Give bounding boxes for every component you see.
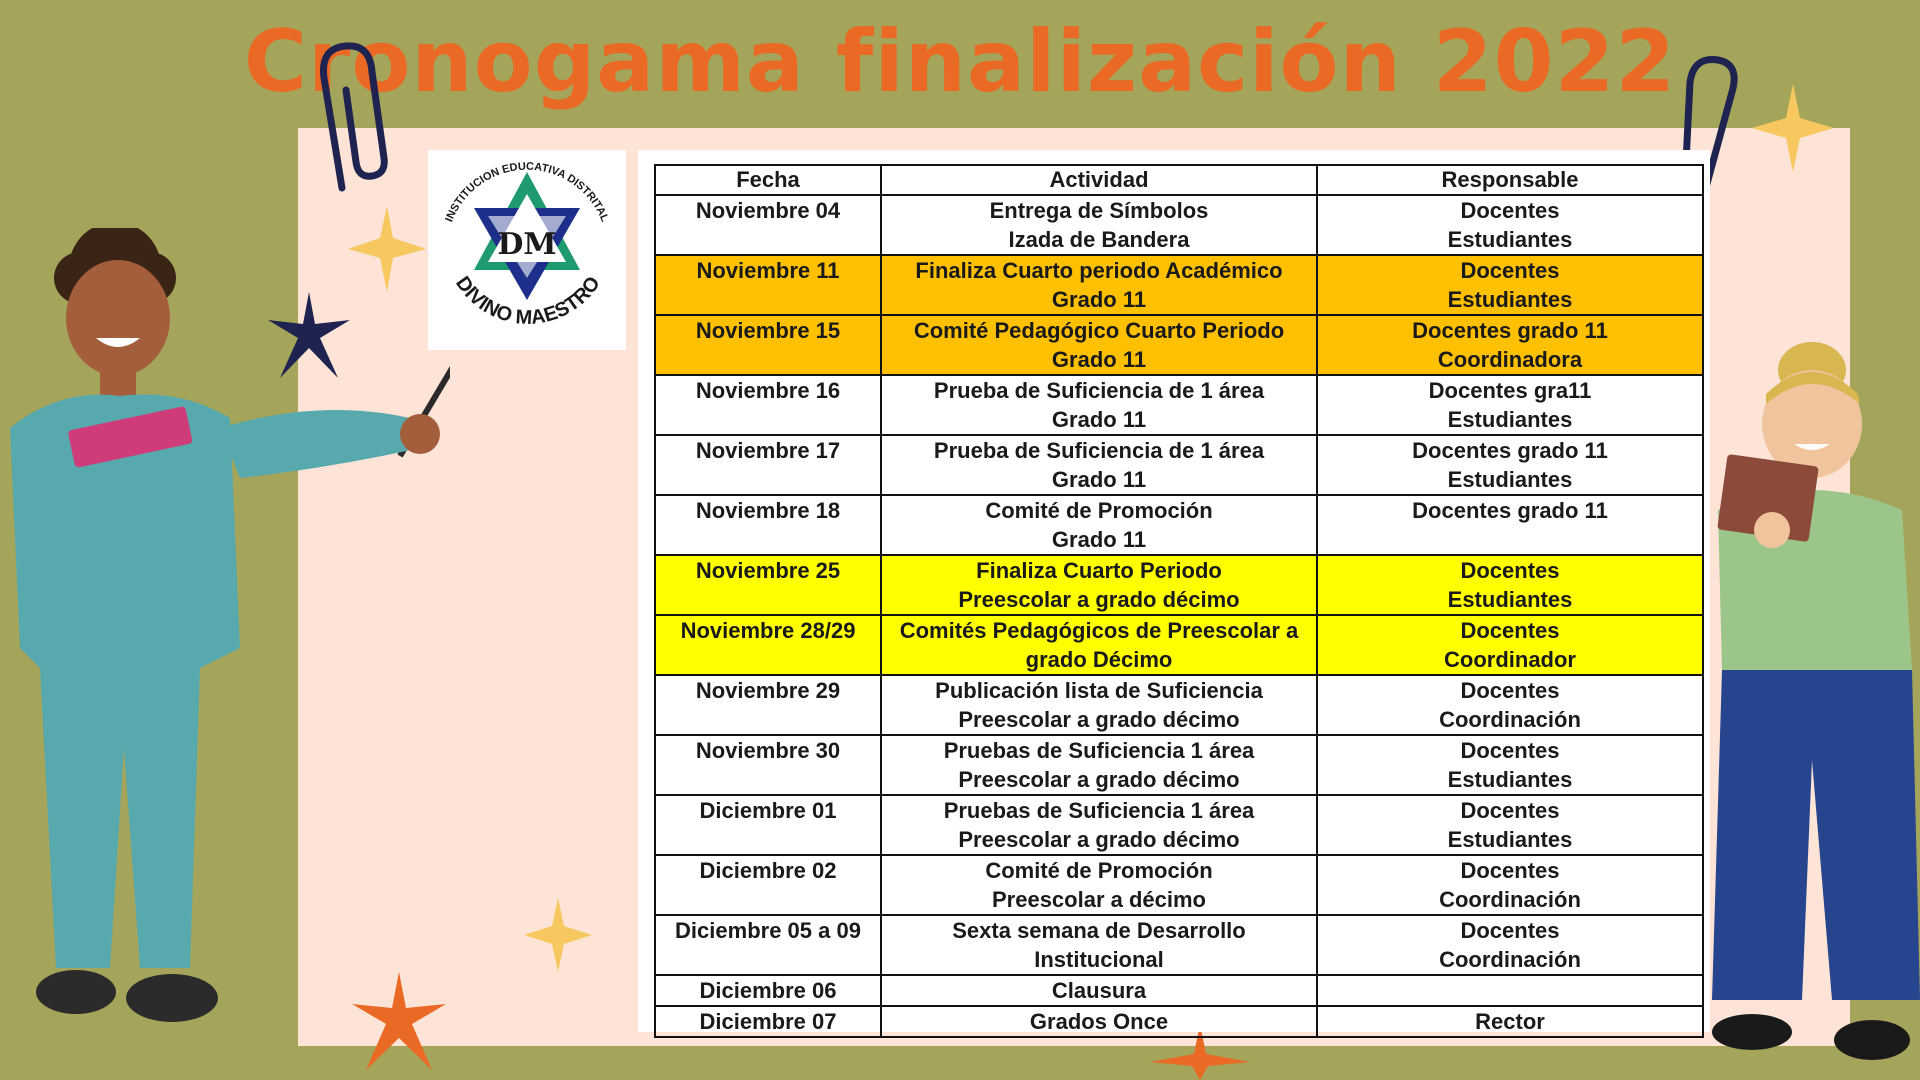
header-fecha: Fecha xyxy=(655,165,881,195)
cell-responsable: Docentes gra11 Estudiantes xyxy=(1317,375,1703,435)
cell-actividad: Finaliza Cuarto Periodo Preescolar a grado décimo xyxy=(881,555,1317,615)
table-row xyxy=(655,615,1703,675)
cell-fecha: Diciembre 05 a 09 xyxy=(655,915,881,975)
table-row xyxy=(655,915,1703,975)
table-row xyxy=(655,975,1703,1006)
table-row xyxy=(655,195,1703,255)
cell-responsable: Docentes grado 11 Coordinadora xyxy=(1317,315,1703,375)
schedule-table xyxy=(654,164,1704,1038)
cell-fecha: Diciembre 07 xyxy=(655,1006,881,1037)
cell-responsable: Docentes Estudiantes xyxy=(1317,555,1703,615)
cell-fecha: Noviembre 11 xyxy=(655,255,881,315)
cell-actividad: Clausura xyxy=(881,975,1317,1006)
cell-fecha: Noviembre 16 xyxy=(655,375,881,435)
table-row xyxy=(655,255,1703,315)
teacher-figure-left xyxy=(0,228,450,1080)
cell-fecha: Noviembre 18 xyxy=(655,495,881,555)
cell-fecha: Noviembre 15 xyxy=(655,315,881,375)
cell-fecha: Noviembre 29 xyxy=(655,675,881,735)
cell-fecha: Diciembre 01 xyxy=(655,795,881,855)
logo-arc-text: INSTITUCION EDUCATIVA DISTRITAL xyxy=(443,160,611,224)
cell-actividad: Comité de Promoción Grado 11 xyxy=(881,495,1317,555)
table-row xyxy=(655,1006,1703,1037)
schedule-table-container xyxy=(638,150,1710,1032)
cell-responsable: Docentes Coordinador xyxy=(1317,615,1703,675)
paperclip-left-icon xyxy=(312,38,392,198)
header-actividad: Actividad xyxy=(881,165,1317,195)
cell-actividad: Comités Pedagógicos de Preescolar a grado Décimo xyxy=(881,615,1317,675)
table-row xyxy=(655,315,1703,375)
table-row xyxy=(655,495,1703,555)
table-row xyxy=(655,795,1703,855)
cell-responsable: Docentes Estudiantes xyxy=(1317,195,1703,255)
logo-name: DIVINO MAESTRO xyxy=(451,272,605,330)
cell-actividad: Prueba de Suficiencia de 1 área Grado 11 xyxy=(881,435,1317,495)
cell-actividad: Sexta semana de Desarrollo Institucional xyxy=(881,915,1317,975)
logo-initials: DM xyxy=(497,227,557,262)
cell-actividad: Grados Once xyxy=(881,1006,1317,1037)
cell-actividad: Publicación lista de Suficiencia Preescolar a grado décimo xyxy=(881,675,1317,735)
cell-responsable: Docentes Estudiantes xyxy=(1317,795,1703,855)
cell-actividad: Comité Pedagógico Cuarto Periodo Grado 11 xyxy=(881,315,1317,375)
cell-fecha: Noviembre 28/29 xyxy=(655,615,881,675)
cell-actividad: Pruebas de Suficiencia 1 área Preescolar a grado décimo xyxy=(881,735,1317,795)
cell-fecha: Noviembre 25 xyxy=(655,555,881,615)
cell-fecha: Noviembre 30 xyxy=(655,735,881,795)
cell-responsable: Docentes Estudiantes xyxy=(1317,735,1703,795)
star-icon xyxy=(524,898,592,972)
cell-responsable: Docentes Coordinación xyxy=(1317,915,1703,975)
table-row xyxy=(655,675,1703,735)
header-responsable: Responsable xyxy=(1317,165,1703,195)
cell-responsable: Docentes Coordinación xyxy=(1317,675,1703,735)
cell-actividad: Finaliza Cuarto periodo Académico Grado 11 xyxy=(881,255,1317,315)
cell-responsable: Docentes grado 11 Estudiantes xyxy=(1317,435,1703,495)
cell-fecha: Diciembre 02 xyxy=(655,855,881,915)
cell-actividad: Pruebas de Suficiencia 1 área Preescolar a grado décimo xyxy=(881,795,1317,855)
cell-actividad: Comité de Promoción Preescolar a décimo xyxy=(881,855,1317,915)
table-row xyxy=(655,735,1703,795)
page-title: Cronogama finalización 2022 xyxy=(243,12,1677,112)
cell-fecha: Noviembre 04 xyxy=(655,195,881,255)
cell-responsable: Docentes grado 11 xyxy=(1317,495,1703,555)
cell-responsable xyxy=(1317,975,1703,1006)
table-header-row xyxy=(655,165,1703,195)
cell-responsable: Docentes Estudiantes xyxy=(1317,255,1703,315)
table-row xyxy=(655,855,1703,915)
table-row xyxy=(655,555,1703,615)
cell-responsable: Docentes Coordinación xyxy=(1317,855,1703,915)
cell-responsable: Rector xyxy=(1317,1006,1703,1037)
cell-fecha: Noviembre 17 xyxy=(655,435,881,495)
cell-fecha: Diciembre 06 xyxy=(655,975,881,1006)
table-row xyxy=(655,375,1703,435)
school-logo xyxy=(428,150,626,350)
cell-actividad: Entrega de Símbolos Izada de Bandera xyxy=(881,195,1317,255)
cell-actividad: Prueba de Suficiencia de 1 área Grado 11 xyxy=(881,375,1317,435)
table-row xyxy=(655,435,1703,495)
star-icon xyxy=(1752,84,1834,172)
